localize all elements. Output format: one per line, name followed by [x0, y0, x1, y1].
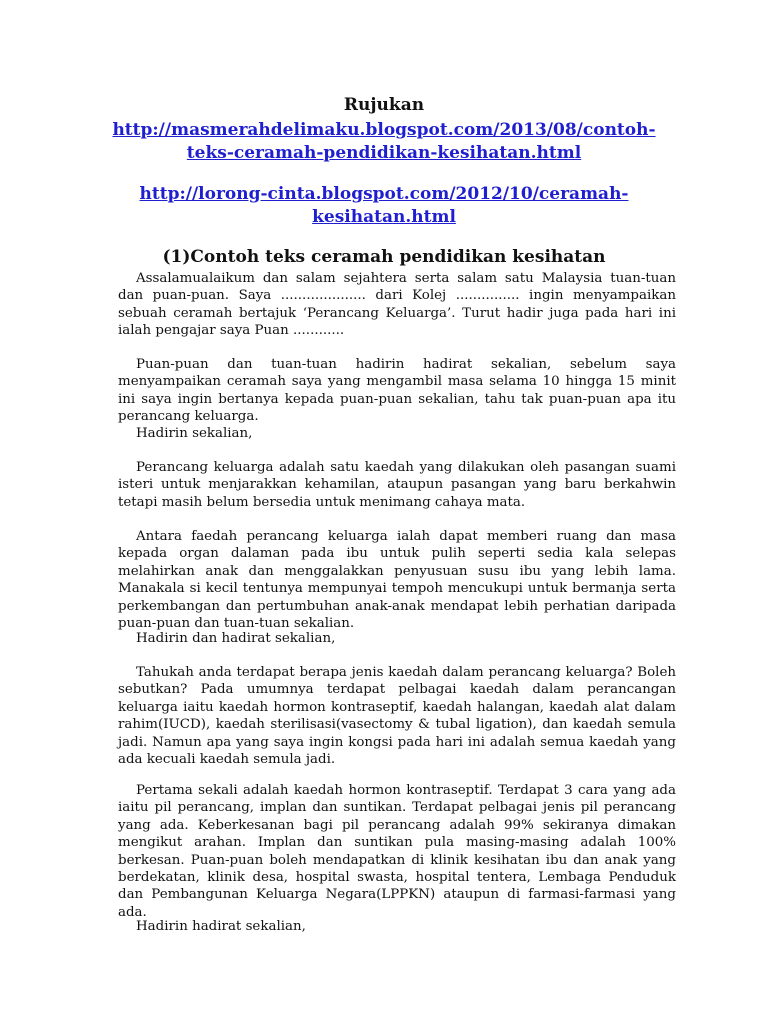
paragraph-benefits: Antara faedah perancang keluarga ialah dapat memberi ruang dan masa kepada organ dalaman pada ibu untuk pulih seperti sedia kala selepas melahirkan anak dan menggalakkan penyusuan susu ibu yang lebih lama. Manakala si kecil tentunya mempunyai tempoh mencukupi untuk bermanja serta perkembangan dan pertumbuhan anak-anak mendapat lebih perhatian daripada puan-puan dan tuan-tuan sekalian.: [118, 529, 676, 632]
reference-link-2-line-2[interactable]: kesihatan.html: [312, 207, 456, 227]
paragraph-greeting-3: Hadirin hadirat sekalian,: [136, 919, 306, 934]
reference-link-1-line-2[interactable]: teks-ceramah-pendidikan-kesihatan.html: [186, 143, 582, 163]
paragraph-methods: Tahukah anda terdapat berapa jenis kaedah dalam perancang keluarga? Boleh sebutkan? Pada umumnya terdapat pelbagai kaedah dalam perancangan keluarga iaitu kaedah hormon kontraseptif, kaedah halangan, kaedah alat dalam rahim(IUCD), kaedah sterilisasi(vasectomy & tubal ligation), dan kaedah semula jadi. Namun apa yang saya ingin kongsi pada hari ini adalah semua kaedah yang ada kecuali kaedah semula jadi.: [118, 665, 676, 768]
reference-link-2-line-1[interactable]: http://lorong-cinta.blogspot.com/2012/10/ceramah-: [139, 184, 629, 204]
paragraph-greeting-2: Hadirin dan hadirat sekalian,: [136, 631, 336, 646]
reference-link-1-line-1[interactable]: http://masmerahdelimaku.blogspot.com/2013/08/contoh-: [112, 120, 656, 140]
paragraph-question: Puan-puan dan tuan-tuan hadirin hadirat sekalian, sebelum saya menyampaikan ceramah saya yang mengambil masa selama 10 hingga 15 minit ini saya ingin bertanya kepada puan-puan sekalian, tahu tak puan-puan apa itu perancang keluarga.: [118, 357, 676, 425]
paragraph-greeting-1: Hadirin sekalian,: [136, 426, 253, 441]
paragraph-definition: Perancang keluarga adalah satu kaedah yang dilakukan oleh pasangan suami isteri untuk menjarakkan kehamilan, ataupun pasangan yang baru berkahwin tetapi masih belum bersedia untuk menimang cahaya mata.: [118, 460, 676, 510]
paragraph-hormonal: Pertama sekali adalah kaedah hormon kontraseptif. Terdapat 3 cara yang ada iaitu pil perancang, implan dan suntikan. Terdapat pelbagai jenis pil perancang yang ada. Keberkesanan bagi pil perancang adalah 99% sekiranya dimakan mengikut arahan. Implan dan suntikan pula masing-masing adalah 100% berkesan. Puan-puan boleh mendapatkan di klinik kesihatan ibu dan anak yang berdekatan, klinik desa, hospital swasta, hospital tentera, Lembaga Penduduk dan Pembangunan Keluarga Negara(LPPKN) ataupun di farmasi-farmasi yang ada.: [118, 783, 676, 920]
section-title: (1)Contoh teks ceramah pendidikan kesihatan: [162, 247, 606, 267]
paragraph-intro: Assalamualaikum dan salam sejahtera serta salam satu Malaysia tuan-tuan dan puan-puan. Saya .................... dari Kolej ............... ingin menyampaikan sebuah ceramah bertajuk ‘Perancang Keluarga’. Turut hadir juga pada hari ini ialah pengajar saya Puan ............: [118, 271, 676, 339]
references-heading: Rujukan: [343, 95, 425, 115]
